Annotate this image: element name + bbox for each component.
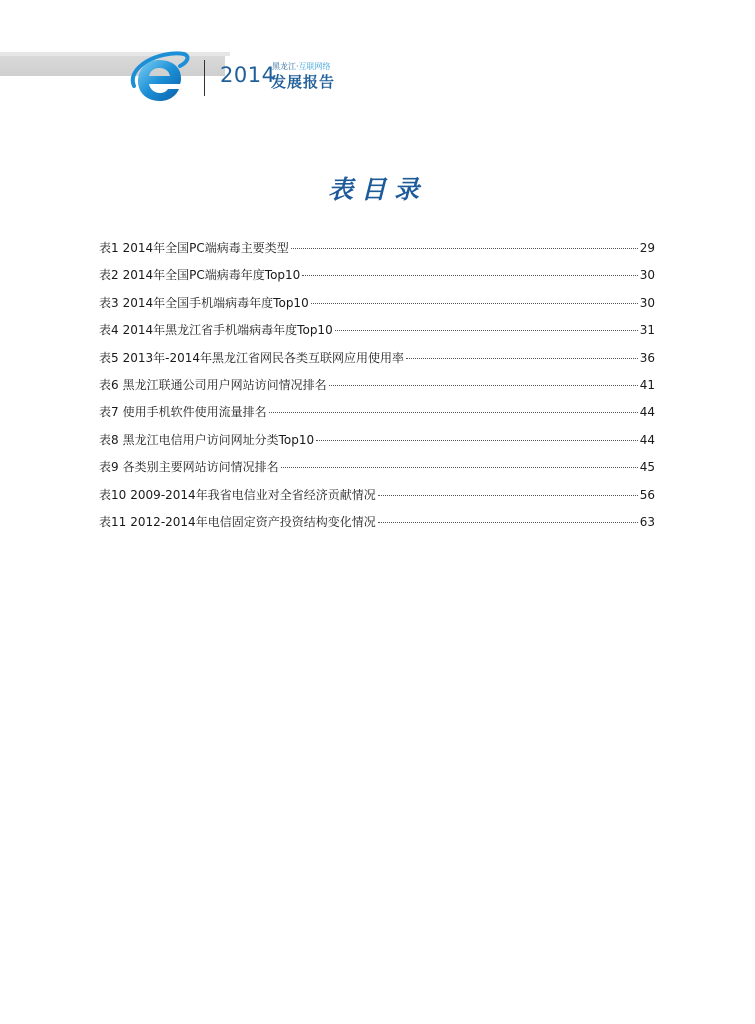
toc-entry-number: 表4: [99, 323, 119, 338]
page-title: 表目录: [327, 175, 427, 204]
toc-entry-text: 2013年-2014年黑龙江省网民各类互联网应用使用率: [122, 350, 405, 365]
toc-entry-page: 63: [639, 514, 655, 529]
table-of-contents: [99, 235, 655, 536]
toc-entry-number: 表2: [99, 268, 119, 283]
toc-entry-label: [99, 372, 327, 399]
toc-entry[interactable]: [99, 262, 655, 289]
toc-entry-text: 黑龙江联通公司用户网站访问情况排名: [122, 377, 327, 392]
toc-entry[interactable]: [99, 454, 655, 481]
toc-entry-label: [99, 317, 333, 344]
toc-leader-dots: [269, 412, 638, 413]
toc-entry-page: 31: [639, 323, 655, 338]
toc-entry-label: [99, 454, 279, 481]
toc-entry-number: 表11: [99, 514, 127, 529]
toc-entry-text: 2012-2014年电信固定资产投资结构变化情况: [130, 514, 376, 529]
toc-entry-text: 2014年全国手机端病毒年度Top10: [122, 295, 309, 310]
toc-leader-dots: [329, 385, 638, 386]
toc-entry-label: [99, 482, 376, 509]
toc-entry-label: [99, 262, 300, 289]
toc-entry-label: [99, 427, 314, 454]
toc-entry-text: 各类别主要网站访问情况排名: [122, 460, 279, 475]
toc-entry-number: 表3: [99, 295, 119, 310]
header-band: [0, 56, 225, 76]
toc-leader-dots: [291, 248, 638, 249]
toc-entry-text: 2014年全国PC端病毒年度Top10: [122, 268, 301, 283]
toc-entry-label: [99, 399, 267, 426]
toc-entry[interactable]: [99, 482, 655, 509]
toc-entry[interactable]: [99, 427, 655, 454]
toc-entry-label: [99, 290, 309, 317]
toc-entry-number: 表6: [99, 377, 119, 392]
toc-leader-dots: [311, 303, 638, 304]
toc-leader-dots: [378, 495, 638, 496]
toc-leader-dots: [335, 330, 638, 331]
toc-entry-page: 30: [639, 268, 655, 283]
toc-leader-dots: [281, 467, 638, 468]
toc-entry-page: 56: [639, 487, 655, 502]
toc-leader-dots: [316, 440, 638, 441]
toc-entry-number: 表8: [99, 432, 119, 447]
toc-entry-page: 41: [639, 377, 655, 392]
toc-entry-number: 表5: [99, 350, 119, 365]
toc-leader-dots: [406, 358, 638, 359]
toc-entry-page: 30: [639, 295, 655, 310]
toc-entry-text: 2009-2014年我省电信业对全省经济贡献情况: [130, 487, 376, 502]
header-subtitle-main: 黑龙江·: [272, 62, 299, 71]
toc-entry[interactable]: [99, 290, 655, 317]
toc-entry[interactable]: [99, 317, 655, 344]
toc-entry-page: 45: [639, 460, 655, 475]
toc-entry[interactable]: [99, 372, 655, 399]
toc-entry-number: 表9: [99, 460, 119, 475]
toc-entry-page: 36: [639, 350, 655, 365]
toc-entry[interactable]: [99, 399, 655, 426]
ie-e-logo-icon: [128, 46, 190, 106]
toc-entry[interactable]: [99, 509, 655, 536]
toc-entry-page: 44: [639, 432, 655, 447]
toc-entry-text: 2014年全国PC端病毒主要类型: [122, 241, 289, 255]
toc-entry-number: 表10: [99, 487, 127, 502]
toc-entry-text: 黑龙江电信用户访问网址分类Top10: [122, 432, 315, 447]
header-subtitle: [272, 62, 331, 72]
toc-leader-dots: [378, 522, 638, 523]
toc-entry-label: [99, 345, 404, 372]
toc-entry-text: 使用手机软件使用流量排名: [122, 405, 267, 420]
header-year: 2014: [220, 63, 276, 87]
header-divider: [204, 60, 205, 96]
toc-entry-page: 29: [639, 241, 655, 255]
toc-entry-page: 44: [639, 405, 655, 420]
header-subtitle-accent: 互联网络: [298, 62, 331, 71]
toc-entry[interactable]: [99, 235, 655, 262]
toc-entry-label: [99, 509, 376, 536]
toc-entry-label: [99, 235, 289, 262]
toc-entry-number: 表7: [99, 405, 119, 420]
toc-entry-number: 表1: [99, 241, 119, 255]
header-report-title: 发展报告: [271, 73, 336, 91]
toc-entry[interactable]: [99, 345, 655, 372]
toc-leader-dots: [302, 275, 637, 276]
toc-entry-text: 2014年黑龙江省手机端病毒年度Top10: [122, 323, 333, 338]
